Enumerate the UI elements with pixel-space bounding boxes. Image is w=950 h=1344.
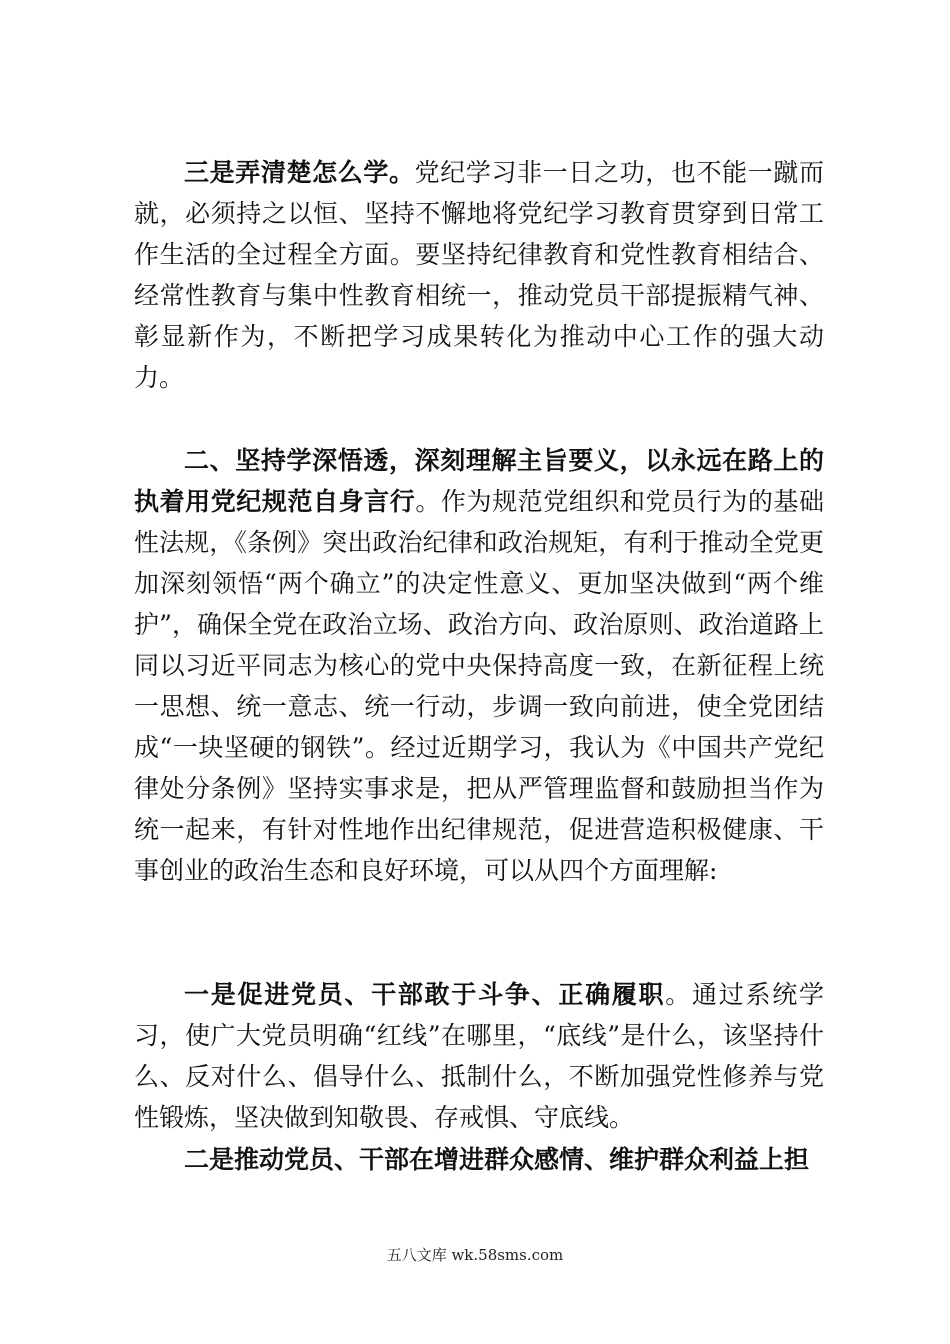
paragraph-body: 。作为规范党组织和党员行为的基础性法规，《条例》突出政治纪律和政治规矩，有利于推动全党更加深刻领悟“两个确立”的决定性意义、更加坚决做到“两个维护”，确保全党在政治立场、政治方向、政治原则、政治道路上同以习近平同志为核心的党中央保持高度一致，在新征程上统一思想、统一意志、统一行动，步调一致向前进，使全党团结成“一块坚硬的钢铁”。经过近期学习，我认为《中国共产党纪律处分条例》坚持实事求是，把从严管理监督和鼓励担当作为统一起来，有针对性地作出纪律规范，促进营造积极健康、干事创业的政治生态和良好环境，可以从四个方面理解: <box>134 487 824 885</box>
paragraph-how-to-learn <box>134 152 824 398</box>
paragraph-body: 党纪学习非一日之功，也不能一蹴而就，必须持之以恒、坚持不懈地将党纪学习教育贯穿到日常工作生活的全过程全方面。要坚持纪律教育和党性教育相结合、经常性教育与集中性教育相统一，推动党员干部提振精气神、彰显新作为，不断把学习成果转化为推动中心工作的强大动力。 <box>134 158 824 392</box>
paragraph-point-one <box>134 974 824 1138</box>
paragraph-section-two <box>134 440 824 891</box>
footer-watermark: 五八文库 wk.58sms.com <box>386 1246 564 1264</box>
paragraph-lead: 二是推动党员、干部在增进群众感情、维护群众利益上担 <box>184 1145 810 1174</box>
paragraph-body: 。通过系统学习，使广大党员明确“红线”在哪里，“底线”是什么，该坚持什么、反对什么、倡导什么、抵制什么，不断加强党性修养与党性锻炼，坚决做到知敬畏、存戒惧、守底线。 <box>134 980 824 1132</box>
section-heading: 二、坚持学深悟透，深刻理解主旨要义，以永远在路上的执着用党纪规范自身言行 <box>134 446 824 516</box>
paragraph-point-two <box>134 1139 824 1180</box>
paragraph-lead: 一是促进党员、干部敢于斗争、正确履职 <box>184 980 666 1009</box>
paragraph-lead: 三是弄清楚怎么学。 <box>184 158 415 187</box>
